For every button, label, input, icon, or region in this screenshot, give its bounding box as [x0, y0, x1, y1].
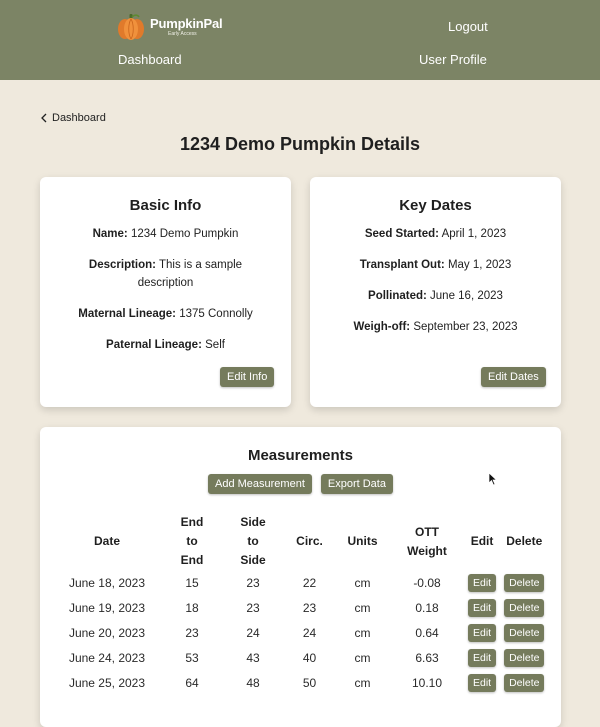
- cell-side-to-side: 48: [246, 675, 260, 690]
- header-ott-line1: OTT: [415, 524, 439, 539]
- cell-delete: [500, 645, 548, 670]
- name-value: 1234 Demo Pumpkin: [130, 228, 239, 240]
- paternal-lineage-value: Self: [205, 339, 225, 351]
- table-row: [52, 620, 548, 645]
- description-label: Description:: [88, 259, 156, 271]
- cell-date: June 19, 2023: [68, 600, 146, 615]
- measurements-table-body: [52, 570, 548, 695]
- edit-measurement-button[interactable]: Edit: [468, 574, 496, 592]
- table-row: [52, 645, 548, 670]
- cell-edit: [464, 645, 500, 670]
- nav-user-profile-link[interactable]: User Profile: [419, 52, 487, 67]
- table-row: [52, 595, 548, 620]
- cell-side-to-side: 24: [246, 625, 260, 640]
- nav-dashboard-link[interactable]: Dashboard: [118, 52, 182, 67]
- header-side-to-side-line1: Side: [240, 515, 266, 529]
- delete-measurement-button[interactable]: Delete: [504, 674, 544, 692]
- table-header-row: [52, 513, 548, 570]
- cell-units: cm: [354, 575, 371, 590]
- cell-side-to-side: 23: [246, 600, 260, 615]
- table-row: [52, 570, 548, 595]
- header-side-to-side-line2: to: [247, 534, 259, 548]
- header-circumference: Circ.: [296, 534, 323, 548]
- cell-edit: [464, 670, 500, 695]
- edit-measurement-button[interactable]: Edit: [468, 649, 496, 667]
- cell-date: June 25, 2023: [68, 675, 146, 690]
- cell-delete: [500, 670, 548, 695]
- cell-end-to-end: 18: [185, 600, 199, 615]
- measurements-table: [52, 513, 548, 695]
- cell-units: cm: [354, 625, 371, 640]
- transplant-out-label: Transplant Out:: [359, 259, 445, 271]
- page-title: 1234 Demo Pumpkin Details: [179, 134, 421, 154]
- table-row: [52, 670, 548, 695]
- transplant-out-value: May 1, 2023: [447, 259, 512, 271]
- brand-name: PumpkinPal: [150, 16, 223, 31]
- edit-info-button[interactable]: Edit Info: [220, 367, 274, 387]
- header-end-to-end-line3: End: [180, 553, 204, 567]
- back-to-dashboard-link[interactable]: [40, 112, 106, 124]
- delete-measurement-button[interactable]: Delete: [504, 574, 544, 592]
- weigh-off-label: Weigh-off:: [353, 321, 411, 333]
- pollinated-value: June 16, 2023: [430, 290, 503, 302]
- cell-units: cm: [354, 650, 371, 665]
- cell-date: June 24, 2023: [68, 650, 146, 665]
- header-end-to-end: [162, 513, 222, 570]
- cell-edit: [464, 595, 500, 620]
- paternal-lineage-field: [60, 336, 271, 354]
- header-end-to-end-line1: End: [180, 515, 204, 529]
- logout-link[interactable]: Logout: [448, 19, 488, 34]
- cell-circumference: 40: [302, 650, 317, 665]
- cell-circumference: 24: [302, 625, 317, 640]
- paternal-lineage-label: Paternal Lineage:: [106, 339, 202, 351]
- name-label: Name:: [92, 228, 128, 240]
- cell-ott-weight: -0.08: [413, 575, 441, 590]
- header-side-to-side-line3: Side: [240, 553, 266, 567]
- weigh-off-field: [330, 318, 541, 336]
- weigh-off-value: September 23, 2023: [413, 321, 518, 333]
- header-ott-line2: Weight: [407, 543, 447, 558]
- cell-delete: [500, 595, 548, 620]
- cell-side-to-side: 23: [246, 575, 260, 590]
- cell-units: cm: [354, 600, 371, 615]
- pollinated-field: [330, 287, 541, 305]
- seed-started-label: Seed Started:: [364, 228, 439, 240]
- edit-measurement-button[interactable]: Edit: [468, 624, 496, 642]
- header-end-to-end-line2: to: [186, 534, 198, 548]
- brand-subtitle: Early Access: [168, 31, 197, 37]
- header-units: Units: [347, 534, 378, 548]
- cell-circumference: 23: [302, 600, 317, 615]
- cell-circumference: 50: [302, 675, 317, 690]
- seed-started-field: [330, 225, 541, 243]
- brand-logo[interactable]: [116, 12, 222, 42]
- transplant-out-field: [330, 256, 541, 274]
- description-value: This is a sample description: [137, 259, 243, 289]
- basic-info-title: Basic Info: [129, 197, 202, 214]
- top-navigation-bar: [0, 0, 600, 80]
- header-delete: Delete: [506, 534, 543, 548]
- cell-end-to-end: 23: [185, 625, 199, 640]
- header-ott-weight: [390, 513, 464, 570]
- cell-end-to-end: 64: [185, 675, 199, 690]
- edit-dates-button[interactable]: Edit Dates: [481, 367, 546, 387]
- delete-measurement-button[interactable]: Delete: [504, 599, 544, 617]
- description-field: [60, 256, 271, 292]
- measurements-title: Measurements: [247, 447, 354, 464]
- name-field: [60, 225, 271, 243]
- header-side-to-side: [222, 513, 284, 570]
- edit-measurement-button[interactable]: Edit: [468, 599, 496, 617]
- cell-date: June 18, 2023: [68, 575, 146, 590]
- measurements-card: [40, 427, 561, 727]
- chevron-left-icon: [40, 113, 48, 123]
- cell-units: cm: [354, 675, 371, 690]
- cell-delete: [500, 620, 548, 645]
- edit-measurement-button[interactable]: Edit: [468, 674, 496, 692]
- cell-date: June 20, 2023: [68, 625, 146, 640]
- delete-measurement-button[interactable]: Delete: [504, 624, 544, 642]
- mouse-cursor-icon: [488, 472, 498, 486]
- cell-circumference: 22: [302, 575, 317, 590]
- cell-end-to-end: 53: [185, 650, 199, 665]
- header-date: Date: [93, 534, 120, 548]
- cell-edit: [464, 570, 500, 595]
- maternal-lineage-value: 1375 Connolly: [179, 308, 253, 320]
- add-measurement-button[interactable]: Add Measurement: [208, 474, 312, 494]
- pumpkin-icon: [116, 12, 146, 42]
- cell-edit: [464, 620, 500, 645]
- cell-ott-weight: 6.63: [415, 650, 439, 665]
- basic-info-card: [40, 177, 291, 407]
- back-link-label: Dashboard: [52, 112, 106, 124]
- delete-measurement-button[interactable]: Delete: [504, 649, 544, 667]
- cell-ott-weight: 0.64: [415, 625, 439, 640]
- cell-side-to-side: 43: [246, 650, 260, 665]
- key-dates-title: Key Dates: [399, 197, 472, 214]
- maternal-lineage-field: [60, 305, 271, 323]
- cell-end-to-end: 15: [185, 575, 199, 590]
- pollinated-label: Pollinated:: [368, 290, 427, 302]
- cell-ott-weight: 0.18: [415, 600, 439, 615]
- header-edit: Edit: [470, 534, 494, 548]
- seed-started-value: April 1, 2023: [441, 228, 507, 240]
- export-data-button[interactable]: Export Data: [321, 474, 393, 494]
- cell-ott-weight: 10.10: [411, 675, 443, 690]
- cell-delete: [500, 570, 548, 595]
- key-dates-card: [310, 177, 561, 407]
- maternal-lineage-label: Maternal Lineage:: [78, 308, 177, 320]
